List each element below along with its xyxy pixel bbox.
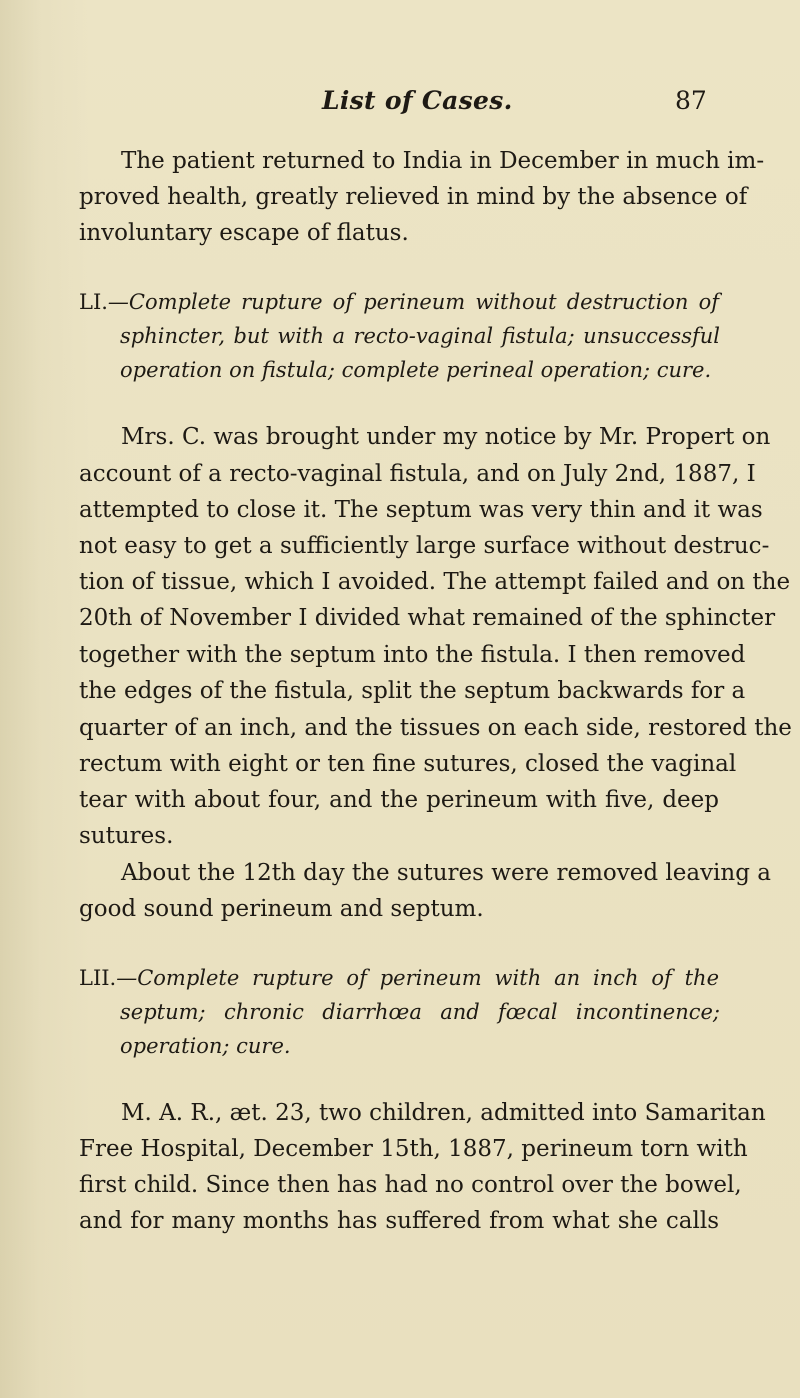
- text-line: the edges of the fistula, split the septum backwards for a: [79, 678, 746, 704]
- case-heading-line: operation on fistula; complete perineal operation; cure.: [120, 358, 712, 382]
- text-line: sutures.: [79, 823, 174, 849]
- page-number: 87: [675, 86, 707, 115]
- text-line: and for many months has suffered from what she calls: [79, 1208, 719, 1234]
- text-line: involuntary escape of flatus.: [79, 220, 409, 246]
- text-line: tion of tissue, which I avoided. The attempt failed and on the: [79, 569, 791, 595]
- text-line: attempted to close it. The septum was very thin and it was: [79, 497, 763, 523]
- text-line: Free Hospital, December 15th, 1887, perineum torn with: [79, 1136, 748, 1162]
- text-line: quarter of an inch, and the tissues on each side, restored the: [79, 715, 792, 741]
- case-heading-line: operation; cure.: [120, 1034, 291, 1058]
- text-line: The patient returned to India in December in much im-: [121, 148, 765, 174]
- case-heading-text: —Complete rupture of perineum without destruction of: [107, 290, 719, 314]
- text-line: first child. Since then has had no control over the bowel,: [79, 1172, 742, 1198]
- case-number: LII.: [79, 966, 117, 990]
- page-header: [0, 86, 800, 122]
- text-line: tear with about four, and the perineum with five, deep: [79, 787, 719, 813]
- text-line: account of a recto-vaginal fistula, and on July 2nd, 1887, I: [79, 461, 756, 487]
- running-title: List of Cases.: [322, 86, 513, 115]
- case-heading-line: sphincter, but with a recto-vaginal fistula; unsuccessful: [120, 324, 720, 348]
- case-heading-first-line: [79, 963, 719, 993]
- case-number: LI.: [79, 290, 108, 314]
- case-heading-text: —Complete rupture of perineum with an inch of the: [116, 966, 719, 990]
- text-line: not easy to get a sufficiently large surface without destruc-: [79, 533, 770, 559]
- text-line: Mrs. C. was brought under my notice by Mr. Propert on: [121, 424, 771, 450]
- text-line: rectum with eight or ten fine sutures, closed the vaginal: [79, 751, 737, 777]
- text-line: 20th of November I divided what remained of the sphincter: [79, 605, 776, 631]
- text-line: good sound perineum and septum.: [79, 896, 484, 922]
- text-line: About the 12th day the sutures were removed leaving a: [121, 860, 771, 886]
- text-line: proved health, greatly relieved in mind by the absence of: [79, 184, 748, 210]
- case-heading-line: septum; chronic diarrhœa and fœcal incontinence;: [120, 1000, 720, 1024]
- text-line: M. A. R., æt. 23, two children, admitted into Samaritan: [121, 1100, 766, 1126]
- text-line: together with the septum into the fistula. I then removed: [79, 642, 746, 668]
- case-heading-first-line: [79, 287, 719, 317]
